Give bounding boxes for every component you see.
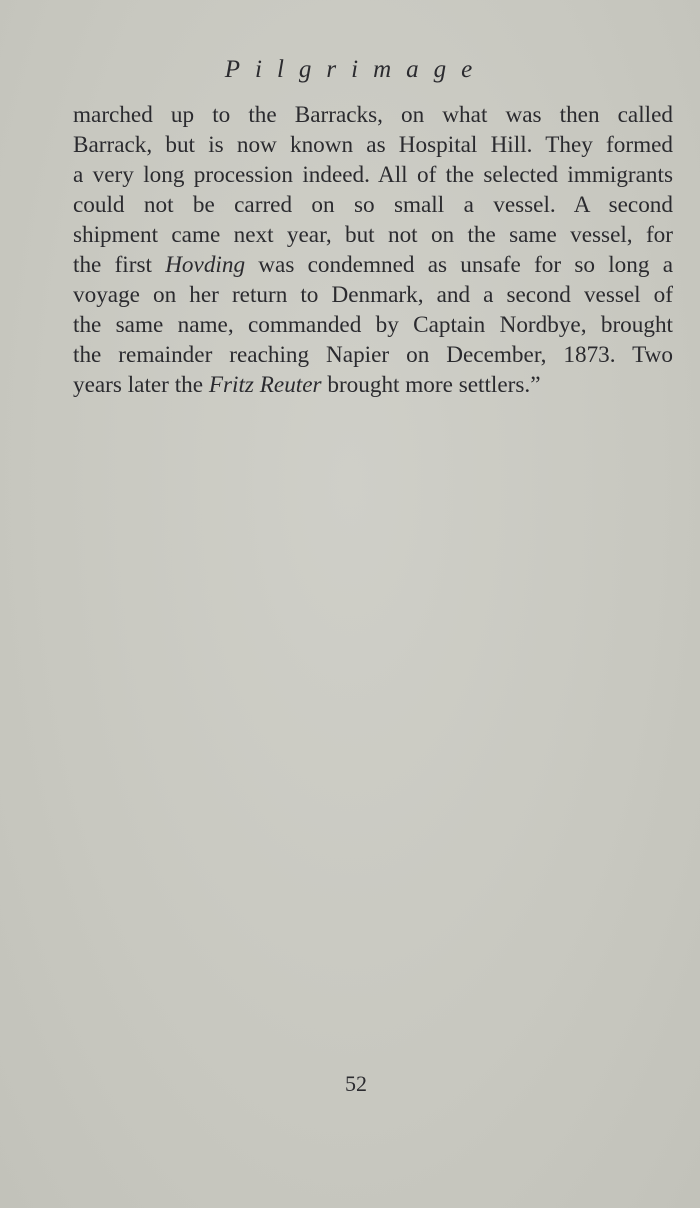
text-line: shipment came next year, but not on the same vessel, for xyxy=(73,222,673,248)
body-paragraph xyxy=(73,100,673,400)
text-line-last: years later the Fritz Reuter brought more settlers.” xyxy=(73,372,541,398)
text-line: the remainder reaching Napier on December, 1873. Two xyxy=(73,342,673,368)
text-line: could not be carred on so small a vessel. A second xyxy=(73,192,673,218)
text-line: marched up to the Barracks, on what was then called xyxy=(73,102,673,128)
ship-name-fritz-reuter: Fritz Reuter xyxy=(208,372,322,398)
text-line: the first Hovding was condemned as unsafe for so long a xyxy=(73,252,673,278)
running-head: Pilgrimage xyxy=(224,56,488,83)
page-number: 52 xyxy=(345,1071,367,1096)
text-line: voyage on her return to Denmark, and a second vessel of xyxy=(73,282,673,308)
ship-name-hovding: Hovding xyxy=(165,252,246,278)
text-line: Barrack, but is now known as Hospital Hill. They formed xyxy=(73,132,673,158)
text-line: the same name, commanded by Captain Nordbye, brought xyxy=(73,312,673,338)
text-line: a very long procession indeed. All of the selected immigrants xyxy=(73,162,673,188)
